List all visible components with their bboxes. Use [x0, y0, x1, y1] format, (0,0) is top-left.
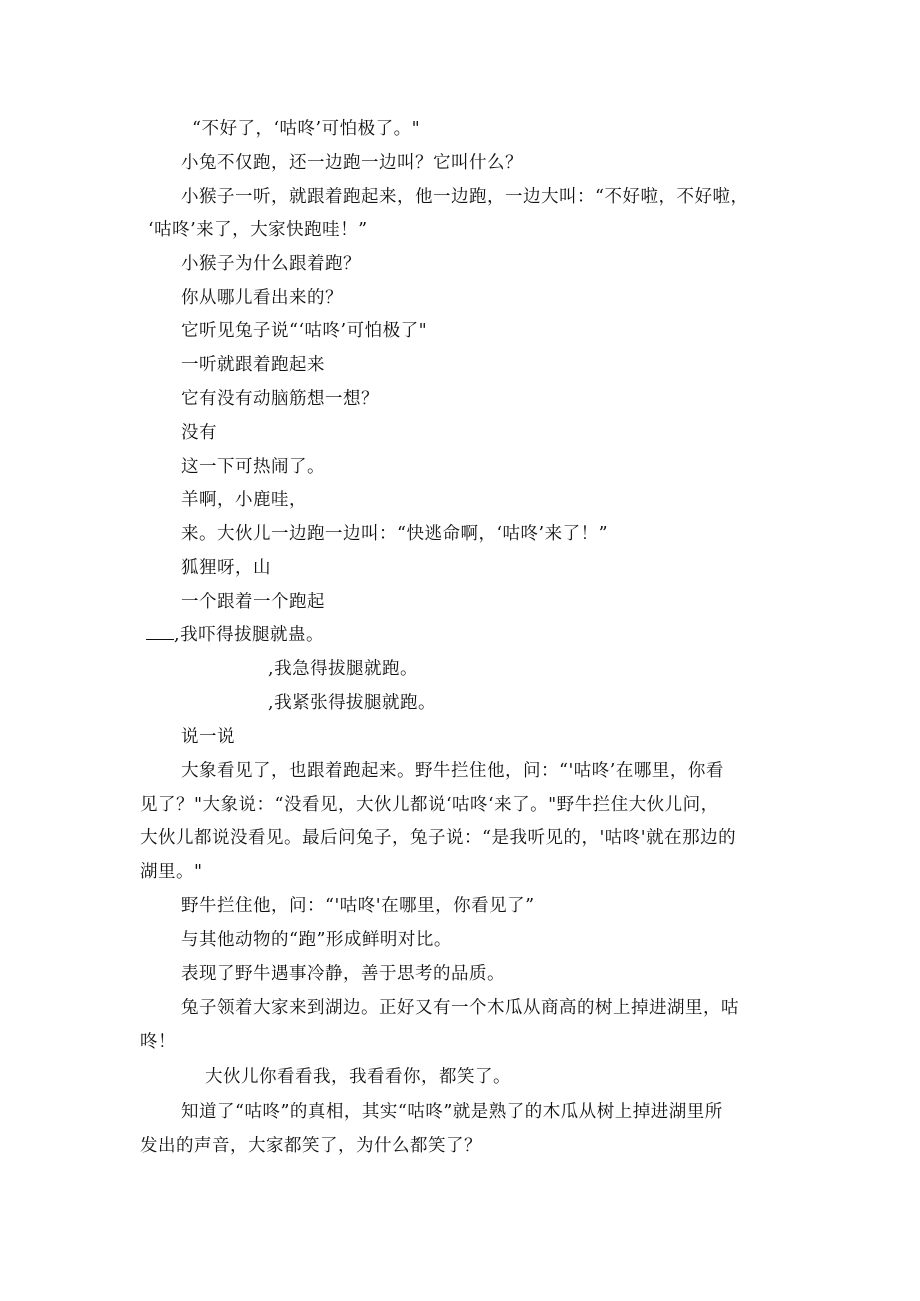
text-line: ‘咕咚’来了，大家快跑哇！” — [148, 220, 368, 240]
fill-blank-text: ,我吓得拔腿就蛊。 — [174, 625, 325, 645]
text-line: 羊啊，小鹿哇， — [181, 490, 307, 510]
text-line: 大伙儿你看看我，我看看你，都笑了。 — [205, 1067, 511, 1087]
text-line: 大象看见了，也跟着跑起来。野牛拦住他，问：“'咕咚’在哪里，你看 — [181, 761, 724, 781]
text-line: 咚！ — [140, 1032, 176, 1052]
text-line: 你从哪儿看出来的？ — [181, 288, 343, 308]
text-line: 兔子领着大家来到湖边。正好又有一个木瓜从商高的树上掉进湖里，咕 — [181, 998, 739, 1018]
text-line: 大伙儿都说没看见。最后问兔子，兔子说：“是我听见的，'咕咚'就在那边的 — [140, 828, 737, 848]
section-heading: 说一说 — [181, 727, 235, 747]
fill-blank-line: ,我急得拔腿就跑。 — [268, 659, 419, 679]
text-line: 与其他动物的“跑”形成鲜明对比。 — [181, 930, 452, 950]
answer-blank — [146, 625, 174, 640]
text-line: 它听见兔子说“‘咕咚’可怕极了" — [181, 321, 428, 341]
fill-blank-line — [146, 624, 324, 646]
text-line: 湖里。" — [140, 862, 203, 882]
text-line: 小兔不仅跑，还一边跑一边叫？它叫什么？ — [181, 153, 523, 173]
fill-blank-line: ,我紧张得拔腿就跑。 — [268, 693, 437, 713]
text-line: 狐狸呀，山 — [181, 558, 271, 578]
text-line: 见了？"大象说：“没看见，大伙儿都说‘咕咚‘来了。"野牛拦住大伙儿问， — [140, 795, 719, 815]
text-line: 它有没有动脑筋想一想？ — [181, 389, 379, 409]
text-line: 小猴子为什么跟着跑？ — [181, 254, 361, 274]
text-line: 这一下可热闹了。 — [181, 457, 325, 477]
text-line: 小猴子一听，就跟着跑起来，他一边跑，一边大叫：“不好啦，不好啦， — [181, 187, 749, 207]
text-line: 知道了“咕咚”的真相，其实“咕咚”就是熟了的木瓜从树上掉进湖里所 — [181, 1102, 723, 1122]
text-line: 没有 — [181, 423, 217, 443]
text-line: 来。大伙儿一边跑一边叫：“快逃命啊，‘咕咚’来了！” — [181, 524, 609, 544]
text-line: 一听就跟着跑起来 — [181, 355, 325, 375]
text-line: “不好了，‘咕咚’可怕极了。" — [192, 119, 421, 139]
text-line: 发出的声音，大家都笑了，为什么都笑了？ — [140, 1136, 482, 1156]
text-line: 一个跟着一个跑起 — [181, 592, 325, 612]
text-line: 表现了野牛遇事冷静，善于思考的品质。 — [181, 964, 505, 984]
text-line: 野牛拦住他，问：“'咕咚'在哪里，你看见了” — [181, 896, 535, 916]
